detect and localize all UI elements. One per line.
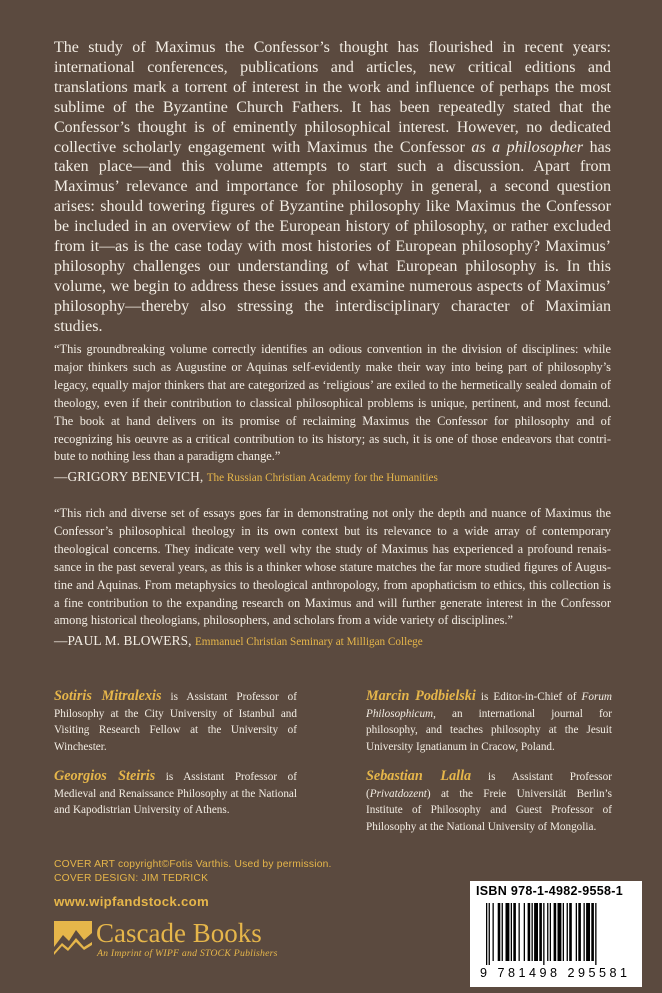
barcode-bar bbox=[563, 903, 564, 961]
barcode-bar bbox=[567, 903, 568, 961]
publisher-website: www.wipfandstock.com bbox=[54, 894, 209, 909]
back-cover-description: The study of Maximus the Confessor’s thought has flourished in recent years: international conferences, publications and articles, new critical editions and translations mark a torrent of interest in the work and influence of perhaps the most sublime of the Byzantine Church Fathers. It has been repeatedly stated that the Confessor’s thought is of eminently philosophical interest. However, no dedicated collective scholarly engagement with Maximus the Confessor as a philosopher has taken place—and this volume attempts to start such a discussion. Apart from Maximus’ relevance and importance for philosophy in general, a second question arises: should towering figures of Byzantine philosophy like Maximus the Confessor be included in an overview of the European history of philosophy, or rather excluded from it—as is the case today with most histories of European philosophy? Maximus’ philosophy challenges our understanding of what European philosophy is. In this volume, we begin to address these issues and examine numerous aspects of Maximus’ philosophy—thereby also stressing the interdisciplinary character of Maximian studies. bbox=[54, 39, 612, 335]
publisher-imprint: An Imprint of WIPF and STOCK Publishers bbox=[97, 948, 278, 959]
barcode-bar bbox=[502, 903, 503, 961]
barcode-bar bbox=[558, 903, 562, 961]
barcode-bar bbox=[595, 903, 596, 965]
barcode-bar bbox=[569, 903, 572, 961]
cascade-mountain-logo-icon bbox=[54, 921, 92, 957]
cover-art-credit: COVER ART copyright©Fotis Varthis. Used by permission. bbox=[54, 859, 332, 870]
barcode-bar bbox=[550, 903, 551, 961]
barcode-bar bbox=[532, 903, 533, 961]
barcode-bar bbox=[524, 903, 525, 961]
barcode-bar bbox=[489, 903, 490, 965]
barcode-bar bbox=[513, 903, 516, 961]
barcode-bar bbox=[586, 903, 590, 961]
barcode-bar bbox=[584, 903, 585, 961]
endorsement-text: “This groundbreaking volume correctly identifies an odious convention in the division of disciplines: while major thinkers such as Augustine or Aquinas self-evidently make their way into being part of philosophy’s legacy, equally major thinkers that are categorized as ‘religious’ are exiled to the hermetically sealed domain of theology, even if their contribution to classical philosophical problems is unique, pertinent, and most fecund. The book at hand delivers on its promise of reclaiming Maximus the Confessor for philosophy and of recognizing his oeuvre as a critical contribution to its history; as such, it is one of those endeavors that contribute to nothing less than a paradigm change.” bbox=[54, 342, 611, 464]
barcode-bar bbox=[506, 903, 510, 961]
barcode-bar bbox=[591, 903, 594, 961]
barcode-bar bbox=[498, 903, 501, 961]
endorser-institution: Emmanuel Christian Seminary at Milligan College bbox=[194, 636, 423, 649]
author-name: Marcin Podbielski bbox=[366, 688, 476, 704]
cover-credits bbox=[54, 858, 332, 887]
endorsement-benevich bbox=[54, 341, 611, 487]
barcode-bar bbox=[547, 903, 548, 961]
barcode-bar bbox=[511, 903, 512, 961]
barcode-bar bbox=[578, 903, 581, 961]
bio-mitralexis: Sotiris Mitralexis is Assistant Professor of Philosophy at the City University of Istanbul and Visiting Research Fellow at the University of Winchester. bbox=[54, 688, 298, 753]
barcode-digits: 9 781498 295581 bbox=[480, 966, 631, 980]
barcode-bar bbox=[539, 903, 542, 961]
endorsement-attribution bbox=[54, 632, 611, 651]
endorser-name: —GRIGORY BENEVICH, bbox=[54, 469, 204, 485]
barcode-icon bbox=[484, 903, 636, 965]
barcode-bar bbox=[486, 903, 487, 965]
endorsement-text: “This rich and diverse set of essays goes far in demonstrating not only the depth and nuance of Maximus the Confessor’s philosophical theology in its own context but its relevance to a wide array of contemporary theological concerns. They indicate very well why the study of Maximus has experienced a profound renaissance in the past several years, as this is a thinker whose stature matches the far more studied figures of Augustine and Aquinas. From metaphysics to theological anthropology, from apophaticism to ethics, this collection is a fine contribution to the expanding research on Maximus and will further generate interest in the Confessor among historical theologians, philosophers, and scholars from a wide variety of disciplines.” bbox=[54, 506, 611, 628]
barcode-bar bbox=[534, 903, 538, 961]
barcode-bar bbox=[528, 903, 531, 961]
barcode-bar bbox=[543, 903, 544, 965]
barcode-bar bbox=[519, 903, 520, 961]
endorsement-attribution bbox=[54, 468, 611, 487]
bio-podbielski: Marcin Podbielski is Editor-in-Chief of Forum Philosophicum, an international journal for philosophy, and teaches philosophy at the Jesuit University Ignatianum in Cracow, Poland. bbox=[366, 688, 613, 753]
isbn-label: ISBN 978-1-4982-9558-1 bbox=[476, 884, 623, 898]
bio-steiris: Georgios Steiris is Assistant Professor of Medieval and Renaissance Philosophy at the National and Kapodistrian University of Athens. bbox=[54, 768, 297, 816]
barcode-bar bbox=[554, 903, 557, 961]
author-name: Sebastian Lalla bbox=[366, 768, 472, 784]
cover-design-credit: COVER DESIGN: JIM TEDRICK bbox=[54, 873, 209, 885]
barcode-bar bbox=[493, 903, 494, 961]
endorser-name: —PAUL M. BLOWERS, bbox=[54, 633, 192, 649]
author-name: Georgios Steiris bbox=[54, 768, 156, 784]
barcode-bar bbox=[576, 903, 577, 961]
endorsement-blowers bbox=[54, 505, 611, 651]
author-name: Sotiris Mitralexis bbox=[54, 688, 162, 704]
publisher-name: Cascade Books bbox=[96, 918, 262, 948]
bio-lalla: Sebastian Lalla is Assistant Professor (Privatdozent) at the Freie Universität Berlin’s Institute of Philosophy and Guest Professor of Philosophy at the National University of Mongolia. bbox=[366, 768, 612, 833]
endorser-institution: The Russian Christian Academy for the Humanities bbox=[206, 472, 438, 485]
